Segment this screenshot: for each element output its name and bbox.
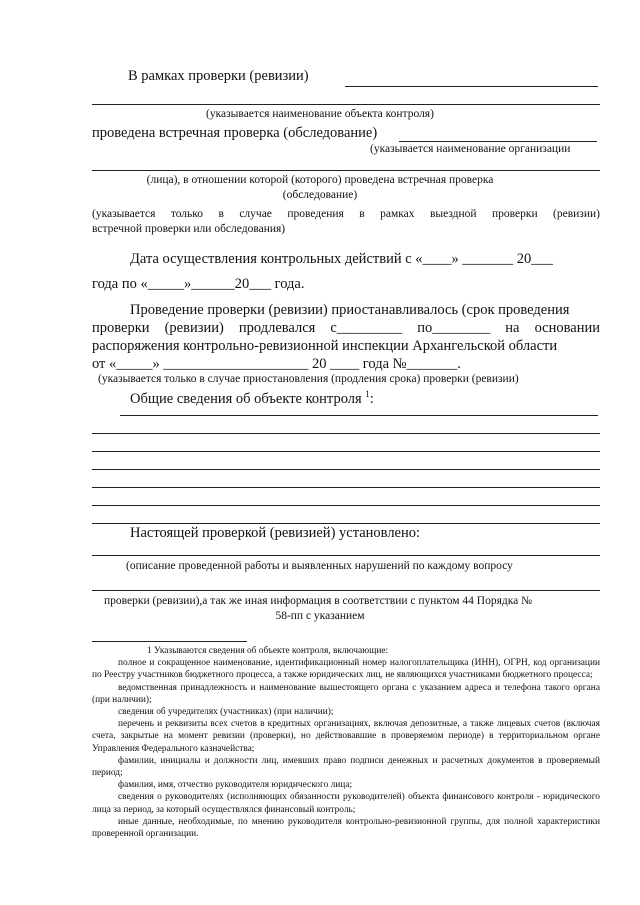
- fill-line-org-2: [92, 170, 600, 171]
- footnote-line: ведомственная принадлежность и наименование вышестоящего органа с указанием адреса и телефона такого органа (при наличии);: [92, 682, 600, 705]
- person-hint-2: (обследование): [282, 189, 358, 201]
- general-line-5: [92, 487, 600, 488]
- org-hint: (указывается наименование организации: [370, 143, 571, 155]
- general-line-2: [92, 433, 600, 434]
- fill-line-object: [92, 104, 600, 105]
- general-line-1: [120, 415, 598, 416]
- findings-title: Настоящей проверкой (ревизией) установлено:: [130, 525, 421, 541]
- general-line-3: [92, 451, 600, 452]
- footnote-separator: [92, 641, 247, 642]
- findings-hint-1: (описание проведенной работы и выявленных нарушений по каждому вопросу: [126, 560, 513, 572]
- footnote-line: полное и сокращенное наименование, идентификационный номер налогоплательщика (ИНН), ОГРН, код организации по Реестру участников бюджетного процесса, а также юридических лиц, не являющихся участниками бюджетного процесса;: [92, 658, 600, 681]
- findings-hint-3: 58-пп с указанием: [275, 610, 365, 622]
- findings-line-2: [92, 590, 600, 591]
- suspension-line-1: Проведение проверки (ревизии) приостанавливалось (срок проведения: [130, 302, 570, 318]
- suspension-line-2: проверки (ревизии) продлевался с_________ по________ на основании: [92, 320, 600, 336]
- footnote-line: перечень и реквизиты всех счетов в кредитных организациях, включая депозитные, а также лицевых счетов (включая счета, закрытые на момент ревизии (проверки), но действовавшие в проверяемом периоде) в территориальном органе Управления Федерального казначейства;: [92, 719, 600, 754]
- intro-text: В рамках проверки (ревизии): [128, 68, 309, 84]
- field-hint-2: встречной проверки или обследования): [92, 223, 286, 235]
- findings-line-1: [92, 555, 600, 556]
- footnote-ref: 1: [365, 389, 370, 399]
- footnote-line: фамилия, имя, отчество руководителя юридического лица;: [118, 780, 353, 791]
- footnote-line: иные данные, необходимые, по мнению руководителя контрольно-ревизионной группы, для полной характеристики проверенной организации.: [92, 816, 600, 840]
- general-line-7: [92, 523, 600, 524]
- person-hint-1: (лица), в отношении которой (которого) проведена встречная проверка: [146, 174, 494, 186]
- fill-line-org: [399, 141, 597, 142]
- footnote-block: [92, 645, 600, 840]
- general-title: Общие сведения об объекте контроля $^1$:: [130, 389, 374, 407]
- counter-check-text: проведена встречная проверка (обследование): [92, 125, 378, 141]
- general-line-4: [92, 469, 600, 470]
- object-hint: (указывается наименование объекта контроля): [206, 108, 434, 120]
- footnote-line: сведения о руководителях (исполняющих обязанности руководителей) объекта финансового контроля - юридического лица за период, за который осуществлялся финансовый контроль;: [92, 792, 600, 815]
- suspension-line-4: от «_____» ____________________ 20 ____ года №_______.: [92, 356, 461, 372]
- general-title-text: Общие сведения об объекте контроля: [130, 390, 362, 407]
- general-line-6: [92, 505, 600, 506]
- dates-line-2: года по «_____»______20___ года.: [92, 276, 305, 292]
- footnote-line: фамилии, инициалы и должности лиц, имевших право подписи денежных и расчетных документов в проверяемый период;: [92, 755, 600, 779]
- footnote-line: сведения об учредителях (участниках) (при наличии);: [118, 707, 334, 718]
- footnote-line: 1 Указываются сведения об объекте контроля, включающие:: [147, 646, 389, 656]
- findings-hint-2: проверки (ревизии),а так же иная информация в соответствии с пунктом 44 Порядка №: [104, 595, 533, 607]
- suspension-hint: (указывается только в случае приостановления (продления срока) проверки (ревизии): [98, 373, 519, 385]
- field-hint-1: (указывается только в случае проведения в рамках выездной проверки (ревизии): [92, 208, 600, 220]
- fill-line-audit: [345, 86, 598, 87]
- dates-line-1: Дата осуществления контрольных действий с «____» _______ 20___: [130, 251, 554, 267]
- suspension-line-3: распоряжения контрольно-ревизионной инспекции Архангельской области: [92, 338, 558, 354]
